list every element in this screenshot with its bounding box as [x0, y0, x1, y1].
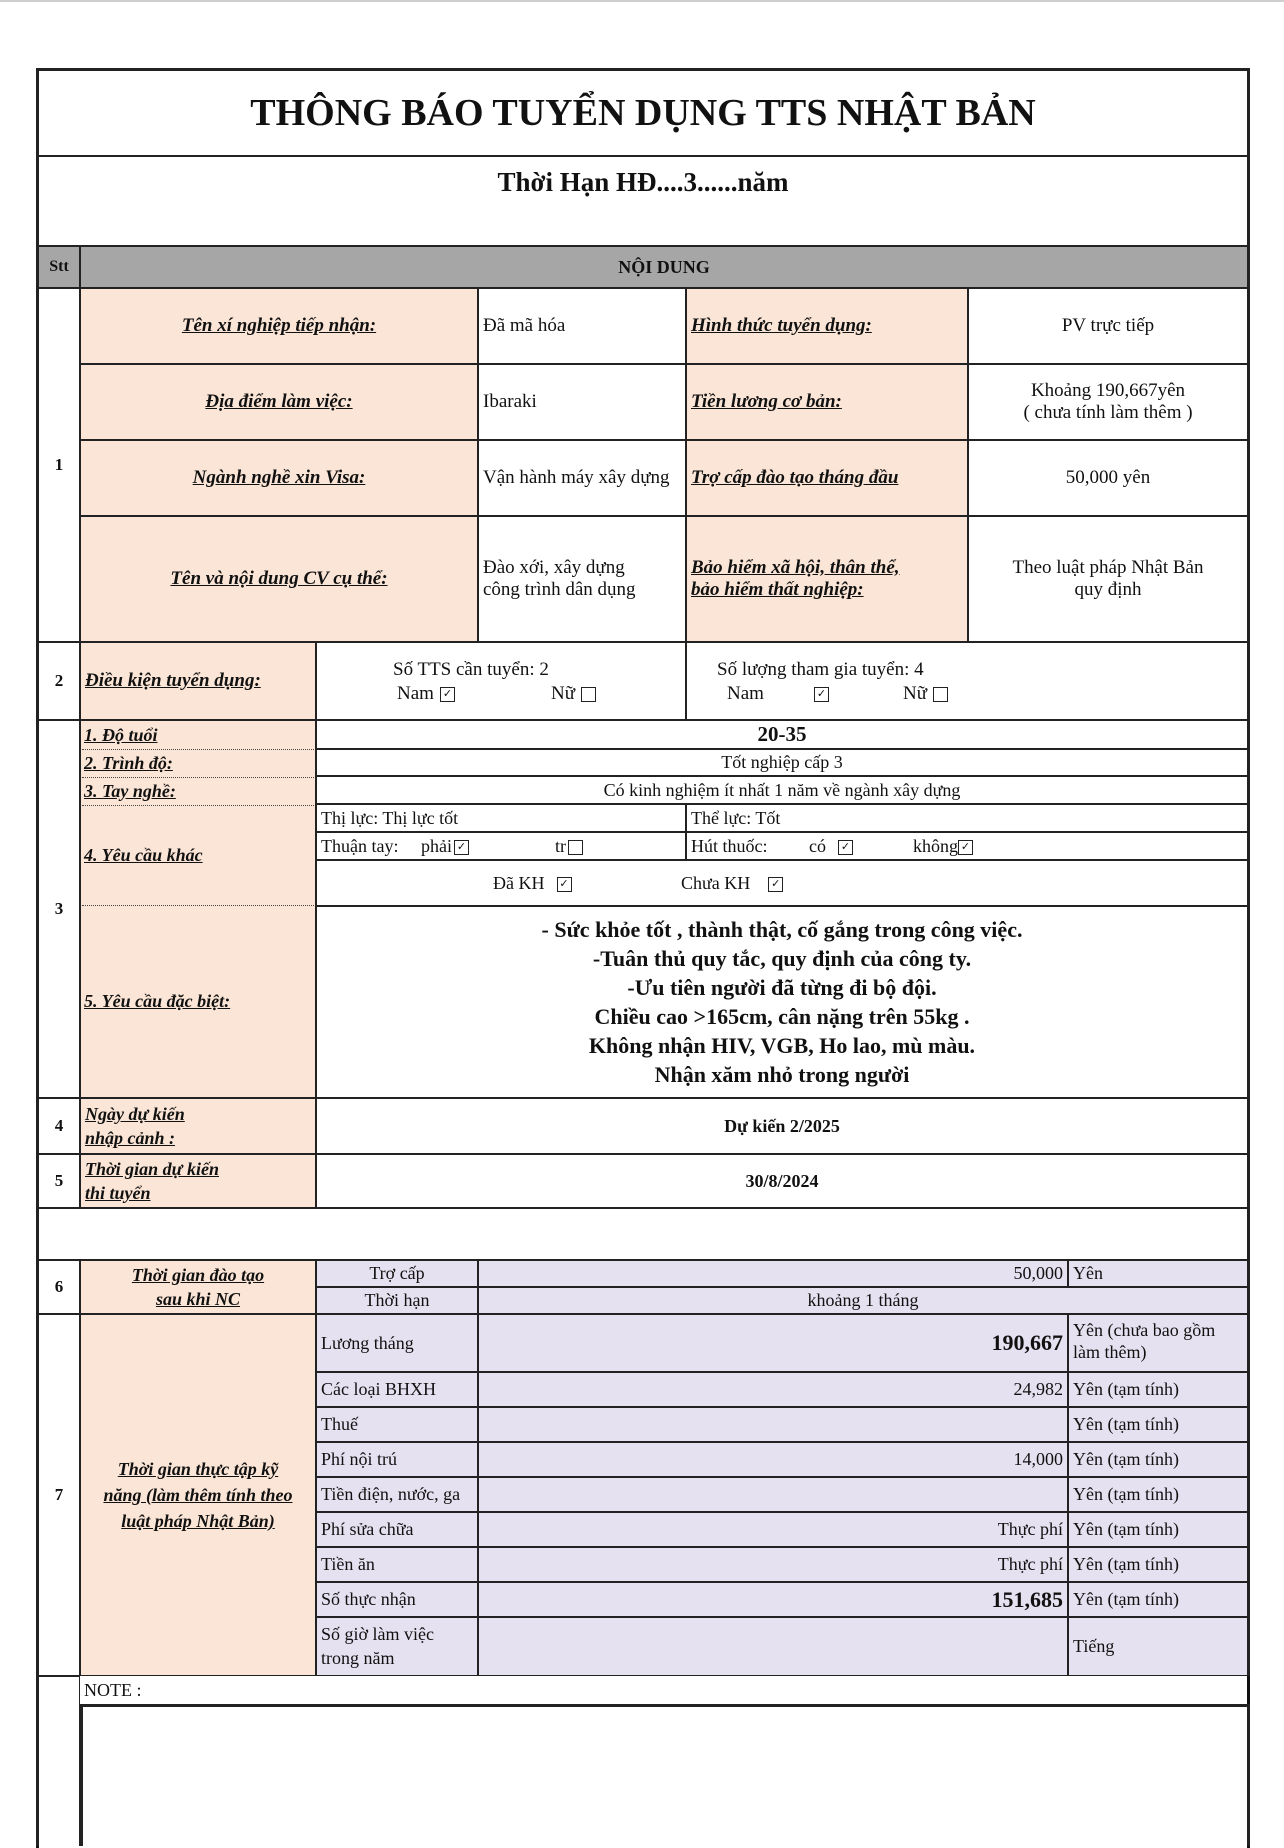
skill-label: 3. Tay nghề:	[84, 780, 176, 801]
allowance-unit: Yên	[1068, 1260, 1250, 1287]
salary-label: Tiền lương cơ bản:	[686, 364, 968, 440]
needed-female	[551, 683, 596, 705]
duration-label: Thời hạn	[316, 1287, 478, 1314]
salary-row-label: Số giờ làm việc trong năm	[316, 1617, 478, 1676]
salary-row-value	[478, 1407, 1068, 1442]
married	[493, 873, 572, 894]
salary-row-label: Các loại BHXH	[316, 1372, 478, 1407]
needed-female-label: Nữ	[551, 683, 576, 704]
training-period-label	[80, 1260, 316, 1314]
needed-male	[397, 683, 455, 705]
salary-row-unit: Yên (chưa bao gồm làm thêm)	[1068, 1314, 1250, 1372]
special-line: -Tuân thủ quy tắc, quy định của công ty.	[592, 946, 972, 971]
handedness	[316, 832, 686, 860]
hand-right	[421, 836, 469, 857]
marital-status	[316, 860, 1250, 906]
education-value: Tốt nghiệp cấp 3	[316, 749, 1250, 776]
entry-date-label-line1: Ngày dự kiến	[85, 1104, 185, 1124]
hand-left	[555, 836, 583, 857]
needed-count: Số TTS cần tuyển: 2	[393, 659, 549, 680]
company-label: Tên xí nghiệp tiếp nhận:	[80, 288, 478, 364]
insurance-value-line2: quy định	[1074, 579, 1142, 600]
section-6-number: 6	[36, 1260, 80, 1314]
section-3-number: 3	[36, 720, 80, 1098]
age-value: 20-35	[316, 720, 1250, 749]
section-5-number: 5	[36, 1154, 80, 1208]
participant-female-label: Nữ	[903, 683, 928, 704]
single-label: Chưa KH	[681, 873, 751, 893]
empty-box-icon	[581, 687, 596, 702]
other-requirements-label: 4. Yêu cầu khác	[84, 844, 203, 865]
salary-row-unit: Tiếng	[1068, 1617, 1250, 1676]
salary-row-unit: Yên (tạm tính)	[1068, 1512, 1250, 1547]
spacer-row	[36, 1208, 1250, 1260]
entry-date-label	[80, 1098, 316, 1154]
participant-male	[727, 683, 829, 705]
salary-row-value	[478, 1477, 1068, 1512]
education-label: 2. Trình độ:	[84, 752, 173, 773]
internship-label-line2: năng (làm thêm tính theo	[103, 1485, 293, 1505]
smoke-label: Hút thuốc:	[691, 836, 768, 856]
section-7-number: 7	[36, 1314, 80, 1676]
salary-value	[968, 364, 1250, 440]
checked-box-icon: ✓	[814, 687, 829, 702]
smoke-no-label: không	[913, 836, 958, 856]
salary-row-value: 24,982	[478, 1372, 1068, 1407]
empty-box-icon	[933, 687, 948, 702]
job-label: Tên và nội dung CV cụ thể:	[80, 516, 478, 642]
salary-row-unit: Yên (tạm tính)	[1068, 1582, 1250, 1617]
participant-female	[903, 683, 948, 705]
salary-row-label: Phí nội trú	[316, 1442, 478, 1477]
training-allowance-label: Trợ cấp đào tạo tháng đầu	[686, 440, 968, 516]
note-label: NOTE :	[84, 1679, 142, 1700]
salary-row-value: 14,000	[478, 1442, 1068, 1477]
checked-box-icon: ✓	[440, 687, 455, 702]
special-line: Không nhận HIV, VGB, Ho lao, mù màu.	[588, 1033, 976, 1058]
insurance-label	[686, 516, 968, 642]
internship-label-line1: Thời gian thực tập kỹ	[117, 1459, 279, 1479]
participant-total: Số lượng tham gia tuyển: 4	[717, 659, 924, 680]
training-period-label-line1: Thời gian đào tạo	[131, 1265, 265, 1285]
recruit-conditions-label: Điều kiện tuyển dụng:	[80, 642, 316, 720]
physical-value: Thể lực: Tốt	[686, 804, 1250, 832]
entry-date-value: Dự kiến 2/2025	[316, 1098, 1250, 1154]
recruit-form-value: PV trực tiếp	[968, 288, 1250, 364]
internship-label-line3: luật pháp Nhật Bản)	[121, 1511, 275, 1531]
needed-male-label: Nam	[397, 683, 434, 704]
participant-male-label: Nam	[727, 683, 764, 704]
exam-date-label-line2: thi tuyển	[85, 1183, 151, 1203]
special-line: - Sức khỏe tốt , thành thật, cố gắng trong công việc.	[541, 917, 1023, 942]
salary-row-label: Tiền ăn	[316, 1547, 478, 1582]
salary-row-unit: Yên (tạm tính)	[1068, 1547, 1250, 1582]
salary-row-value: Thực phí	[478, 1512, 1068, 1547]
entry-date-label-line2: nhập cảnh :	[85, 1128, 176, 1148]
location-label: Địa điểm làm việc:	[80, 364, 478, 440]
salary-row-unit: Yên (tạm tính)	[1068, 1372, 1250, 1407]
salary-row-label: Số thực nhận	[316, 1582, 478, 1617]
job-value-line1: Đào xới, xây dựng	[483, 557, 625, 578]
stt-header: Stt	[36, 246, 80, 288]
page-title: THÔNG BÁO TUYỂN DỤNG TTS NHẬT BẢN	[36, 68, 1250, 156]
contract-term: Thời Hạn HĐ....3......năm	[36, 156, 1250, 246]
top-edge	[0, 0, 1284, 2]
salary-row-unit: Yên (tạm tính)	[1068, 1477, 1250, 1512]
special-requirements-label: 5. Yêu cầu đặc biệt:	[84, 990, 231, 1011]
salary-row-label: Lương tháng	[316, 1314, 478, 1372]
special-line: Chiều cao >165cm, cân nặng trên 55kg .	[594, 1004, 970, 1029]
insurance-label-line2: bảo hiểm thất nghiệp:	[691, 579, 864, 600]
eyesight-value: Thị lực: Thị lực tốt	[316, 804, 686, 832]
salary-row-unit: Yên (tạm tính)	[1068, 1442, 1250, 1477]
checked-box-icon: ✓	[958, 840, 973, 855]
checked-box-icon: ✓	[768, 877, 783, 892]
recruit-form-label: Hình thức tuyển dụng:	[686, 288, 968, 364]
salary-row-value: 190,667	[478, 1314, 1068, 1372]
skill-value: Có kinh nghiệm ít nhất 1 năm về ngành xây dựng	[316, 776, 1250, 804]
duration-value: khoảng 1 tháng	[478, 1287, 1250, 1314]
section-1-number: 1	[36, 288, 80, 642]
content-header: NỘI DUNG	[80, 246, 1250, 288]
checked-box-icon: ✓	[454, 840, 469, 855]
job-value	[478, 516, 686, 642]
visa-value: Vận hành máy xây dựng	[478, 440, 686, 516]
smoking	[686, 832, 1250, 860]
special-line: -Ưu tiên người đã từng đi bộ đội.	[627, 975, 937, 1000]
single	[681, 873, 783, 894]
hand-label: Thuận tay:	[321, 836, 399, 856]
insurance-value-line1: Theo luật pháp Nhật Bản	[1012, 557, 1204, 578]
hand-left-label: tr	[555, 836, 566, 856]
exam-date-value: 30/8/2024	[316, 1154, 1250, 1208]
section-2-number: 2	[36, 642, 80, 720]
salary-row-value: Thực phí	[478, 1547, 1068, 1582]
exam-date-label	[80, 1154, 316, 1208]
allowance-label: Trợ cấp	[316, 1260, 478, 1287]
exam-date-label-line1: Thời gian dự kiến	[85, 1159, 219, 1179]
note-box	[80, 1704, 1250, 1846]
salary-row-unit: Yên (tạm tính)	[1068, 1407, 1250, 1442]
visa-label: Ngành nghề xin Visa:	[80, 440, 478, 516]
salary-row-value: 151,685	[478, 1582, 1068, 1617]
internship-period-label	[80, 1314, 316, 1676]
salary-value-line2: ( chưa tính làm thêm )	[1023, 402, 1193, 423]
job-value-line2: công trình dân dụng	[483, 579, 636, 600]
empty-box-icon	[568, 840, 583, 855]
special-requirements-value	[316, 906, 1250, 1098]
special-line: Nhận xăm nhỏ trong người	[654, 1062, 910, 1087]
insurance-value	[968, 516, 1250, 642]
salary-row-label: Phí sửa chữa	[316, 1512, 478, 1547]
checked-box-icon: ✓	[557, 877, 572, 892]
salary-row-label: Thuế	[316, 1407, 478, 1442]
allowance-value: 50,000	[478, 1260, 1068, 1287]
company-value: Đã mã hóa	[478, 288, 686, 364]
section-4-number: 4	[36, 1098, 80, 1154]
training-period-label-line2: sau khi NC	[155, 1289, 241, 1309]
needed-trainees	[316, 642, 686, 720]
checked-box-icon: ✓	[838, 840, 853, 855]
training-allowance-value: 50,000 yên	[968, 440, 1250, 516]
age-label: 1. Độ tuổi	[84, 724, 158, 745]
married-label: Đã KH	[493, 873, 545, 893]
note-number-cell	[36, 1676, 80, 1846]
smoke-no	[913, 836, 973, 857]
smoke-yes	[809, 836, 853, 857]
smoke-yes-label: có	[809, 836, 826, 856]
hand-right-label: phải	[421, 836, 452, 856]
location-value: Ibaraki	[478, 364, 686, 440]
insurance-label-line1: Bảo hiểm xã hội, thân thể,	[691, 557, 900, 578]
salary-row-label: Tiền điện, nước, ga	[316, 1477, 478, 1512]
participant-count	[686, 642, 1250, 720]
salary-row-value	[478, 1617, 1068, 1676]
salary-value-line1: Khoảng 190,667yên	[1030, 380, 1186, 401]
